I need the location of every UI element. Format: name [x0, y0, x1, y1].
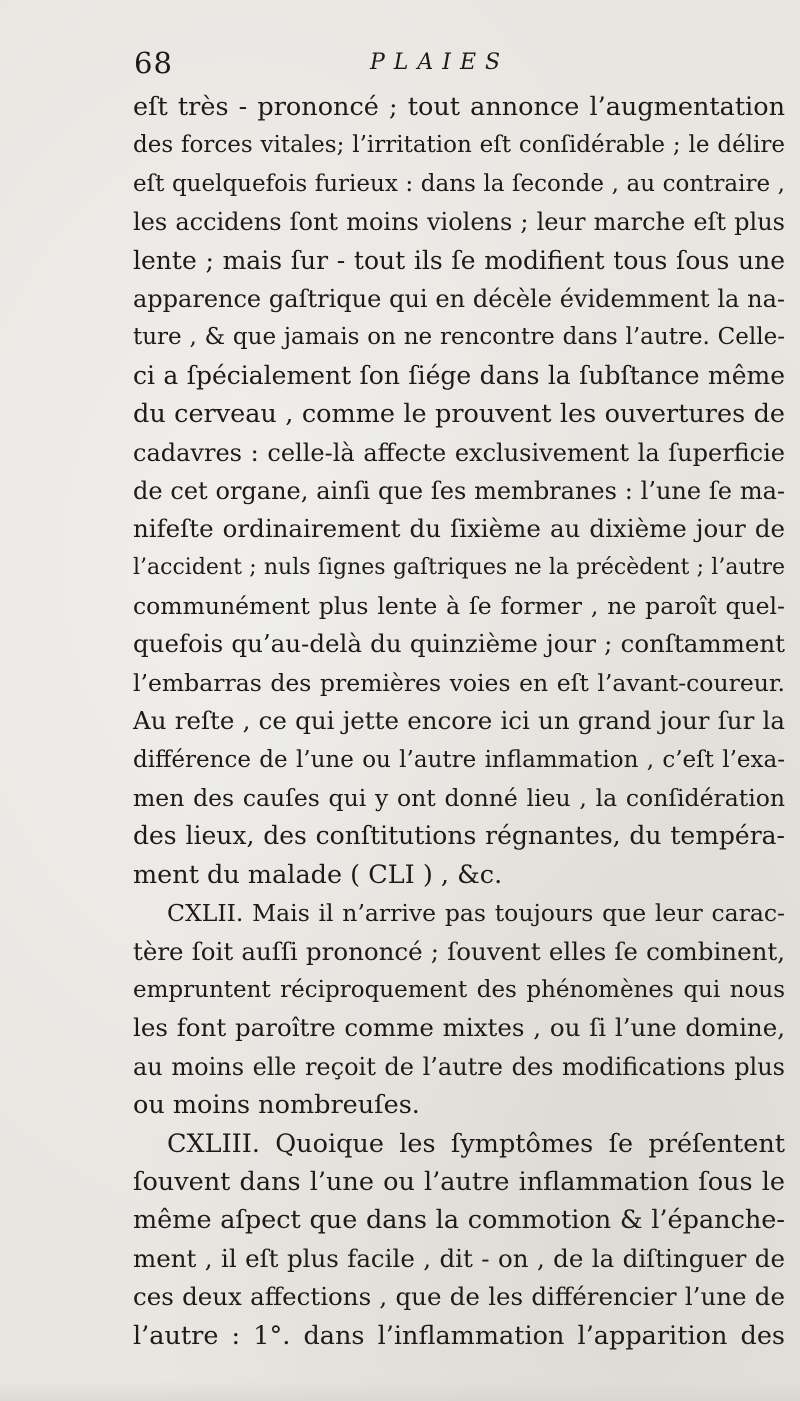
text-line: les accidens ſont moins violens ; leur marche eſt plus: [133, 208, 785, 237]
text-line: ces deux affections , que de les différencier l’une de: [133, 1282, 785, 1312]
text-line: au moins elle reçoit de l’autre des modifications plus: [133, 1052, 785, 1081]
text-line: eſt très - prononcé ; tout annonce l’augmentation: [133, 92, 785, 122]
paragraph-start-line: CXLIII. Quoique les ſymptômes ſe préſentent: [167, 1128, 785, 1159]
text-line: men des cauſes qui y ont donné lieu , la conſidération: [133, 784, 785, 813]
text-line: tère ſoit auſſi prononcé ; ſouvent elles ſe combinent,: [133, 936, 785, 966]
text-line: communément plus lente à ſe former , ne paroît quel-: [133, 592, 785, 621]
text-line: des lieux, des conſtitutions régnantes, du tempéra-: [133, 821, 785, 851]
text-line: ci a ſpécialement ſon ſiége dans la ſubſtance même: [133, 360, 785, 390]
text-line: cadavres : celle-là affecte exclusivement la ſuperficie: [133, 438, 785, 467]
text-line: même aſpect que dans la commotion & l’épanche-: [133, 1205, 785, 1236]
text-line: eſt quelquefois furieux : dans la ſeconde , au contraire ,: [133, 170, 785, 197]
text-line: lente ; mais ſur - tout ils ſe modifient tous ſous une: [133, 245, 785, 275]
page-header: [0, 46, 800, 86]
text-line: du cerveau , comme le prouvent les ouvertures de: [133, 399, 785, 430]
text-line: Au reſte , ce qui jette encore ici un grand jour ſur la: [133, 706, 785, 736]
text-line: de cet organe, ainſi que ſes membranes : l’une ſe ma-: [133, 476, 785, 505]
text-line: les font paroître comme mixtes , ou ſi l’une domine,: [133, 1013, 785, 1043]
text-line: des forces vitales; l’irritation eſt conſidérable ; le délire: [133, 132, 785, 159]
paragraph-start-line: CXLII. Mais il n’arrive pas toujours que leur carac-: [167, 899, 785, 928]
text-line: empruntent réciproquement des phénomènes qui nous: [133, 976, 785, 1003]
text-line: différence de l’une ou l’autre inflammation , c’eſt l’exa-: [133, 746, 785, 773]
text-line: l’accident ; nuls ſignes gaſtriques ne la précèdent ; l’autre: [133, 554, 785, 580]
text-line: apparence gaſtrique qui en décèle évidemment la na-: [133, 284, 785, 313]
text-line: ment du malade ( CLI ) , &c.: [133, 859, 503, 890]
text-line: l’autre : 1°. dans l’inflammation l’apparition des: [133, 1320, 785, 1351]
page-bottom-edge: [0, 1381, 800, 1401]
text-line: ment , il eſt plus facile , dit - on , de la diſtinguer de: [133, 1243, 785, 1273]
body-text: [133, 88, 785, 1355]
text-line: quefois qu’au-delà du quinzième jour ; conſtamment: [133, 629, 785, 659]
text-line: l’embarras des premières voies en eſt l’avant-coureur.: [133, 668, 785, 697]
text-line: ture , & que jamais on ne rencontre dans l’autre. Celle-: [133, 324, 785, 351]
page-number: 68: [134, 46, 173, 80]
running-title: PLAIES: [370, 50, 510, 75]
text-line: nifeſte ordinairement du ſixième au dixième jour de: [133, 514, 785, 544]
text-line: ou moins nombreuſes.: [133, 1090, 420, 1121]
text-line: ſouvent dans l’une ou l’autre inflammation ſous le: [133, 1166, 785, 1197]
